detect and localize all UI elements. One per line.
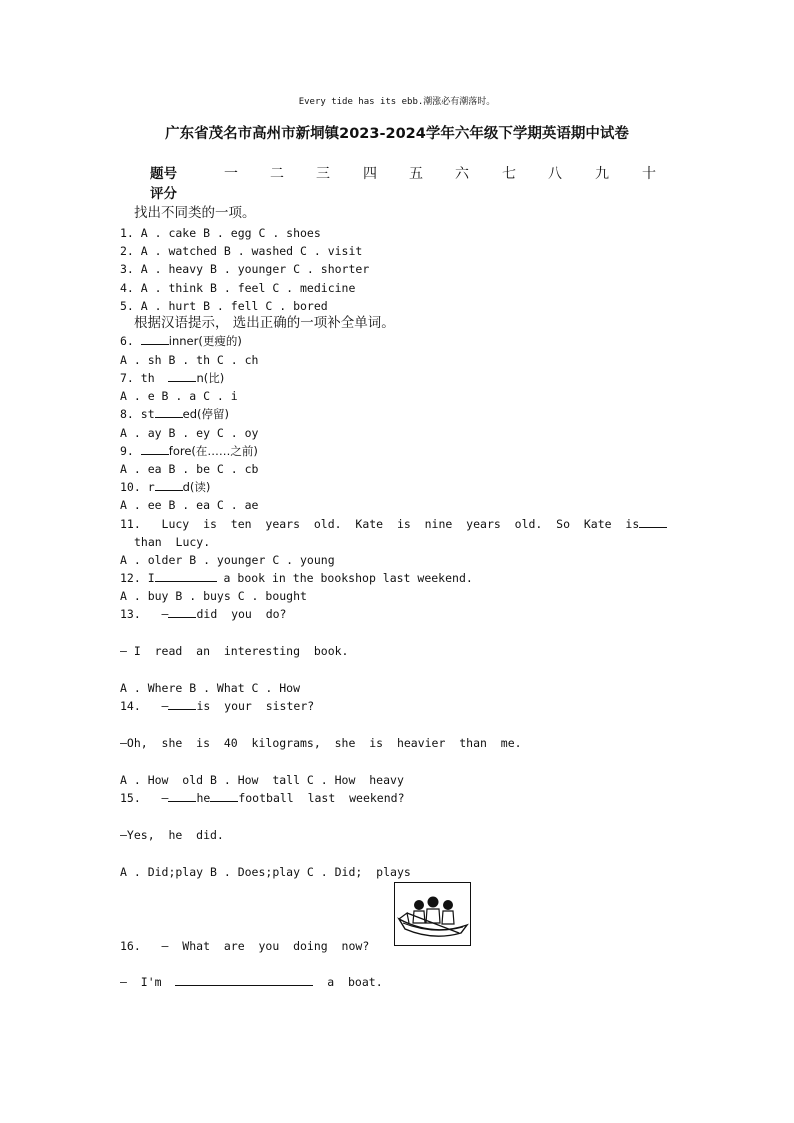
question-7-options: A . e B . a C . i [120, 389, 238, 403]
question-1: 1. A . cake B . egg C . shoes [120, 226, 321, 240]
score-col-2: 二 [270, 166, 284, 182]
answer-blank[interactable] [141, 454, 169, 455]
answer-blank[interactable] [155, 490, 183, 491]
question-10: 10. r d(读) [120, 480, 211, 494]
question-5: 5. A . hurt B . fell C . bored [120, 299, 328, 313]
score-col-3: 三 [316, 166, 330, 182]
answer-blank[interactable] [155, 581, 217, 582]
score-table-label-number: 题号 [150, 166, 177, 182]
question-8: 8. st ed(停留) [120, 407, 229, 421]
question-11-options: A . older B . younger C . young [120, 553, 335, 567]
answer-blank[interactable] [168, 801, 196, 802]
question-6: 6. inner(更瘦的) [120, 334, 242, 348]
answer-blank[interactable] [168, 381, 196, 382]
score-col-5: 五 [409, 166, 423, 182]
question-12: 12. I a book in the bookshop last weekend. [120, 571, 473, 585]
answer-blank[interactable] [639, 527, 667, 528]
exam-title: 广东省茂名市高州市新垌镇2023-2024学年六年级下学期英语期中试卷 [165, 126, 629, 142]
question-14-options: A . How old B . How tall C . How heavy [120, 773, 404, 787]
score-col-8: 八 [548, 166, 562, 182]
section1-heading: 找出不同类的一项。 [134, 205, 256, 221]
answer-blank[interactable] [175, 985, 313, 986]
score-col-6: 六 [455, 166, 469, 182]
question-15-options: A . Did;play B . Does;play C . Did; plays [120, 865, 411, 879]
question-13: 13. — did you do? [120, 607, 287, 621]
page-header-quote: Every tide has its ebb.潮涨必有潮落时。 [298, 97, 496, 107]
score-table-label-score: 评分 [150, 186, 177, 202]
score-col-10: 十 [642, 166, 656, 182]
rowing-boat-picture [394, 882, 471, 946]
question-9-options: A . ea B . be C . cb [120, 462, 259, 476]
question-11-line2: than Lucy. [134, 535, 211, 549]
question-2: 2. A . watched B . washed C . visit [120, 244, 363, 258]
question-10-options: A . ee B . ea C . ae [120, 498, 259, 512]
answer-blank[interactable] [168, 617, 196, 618]
answer-blank[interactable] [141, 344, 169, 345]
question-13-answer: — I read an interesting book. [120, 644, 349, 658]
question-16: 16. — What are you doing now? [120, 939, 370, 953]
question-4: 4. A . think B . feel C . medicine [120, 281, 356, 295]
answer-blank[interactable] [168, 709, 196, 710]
score-col-9: 九 [595, 166, 609, 182]
score-col-4: 四 [363, 166, 377, 182]
question-13-options: A . Where B . What C . How [120, 681, 301, 695]
question-7: 7. th n(比) [120, 371, 225, 385]
question-15: 15. — he football last weekend? [120, 791, 405, 805]
question-11: 11. Lucy is ten years old. Kate is nine years old. So Kate is [120, 516, 667, 532]
question-16-answer: — I'm a boat. [120, 975, 383, 989]
question-6-options: A . sh B . th C . ch [120, 353, 259, 367]
boat-illustration-icon [395, 883, 470, 945]
question-14-answer: —Oh, she is 40 kilograms, she is heavier than me. [120, 736, 522, 750]
question-12-options: A . buy B . buys C . bought [120, 589, 307, 603]
score-col-7: 七 [502, 166, 516, 182]
question-9: 9. fore(在……之前) [120, 444, 258, 458]
section2-heading: 根据汉语提示， 选出正确的一项补全单词。 [134, 315, 395, 331]
score-col-1: 一 [224, 166, 238, 182]
answer-blank[interactable] [155, 417, 183, 418]
question-14: 14. — is your sister? [120, 699, 315, 713]
answer-blank[interactable] [210, 801, 238, 802]
question-8-options: A . ay B . ey C . oy [120, 426, 259, 440]
question-3: 3. A . heavy B . younger C . shorter [120, 262, 370, 276]
question-15-answer: —Yes, he did. [120, 828, 224, 842]
